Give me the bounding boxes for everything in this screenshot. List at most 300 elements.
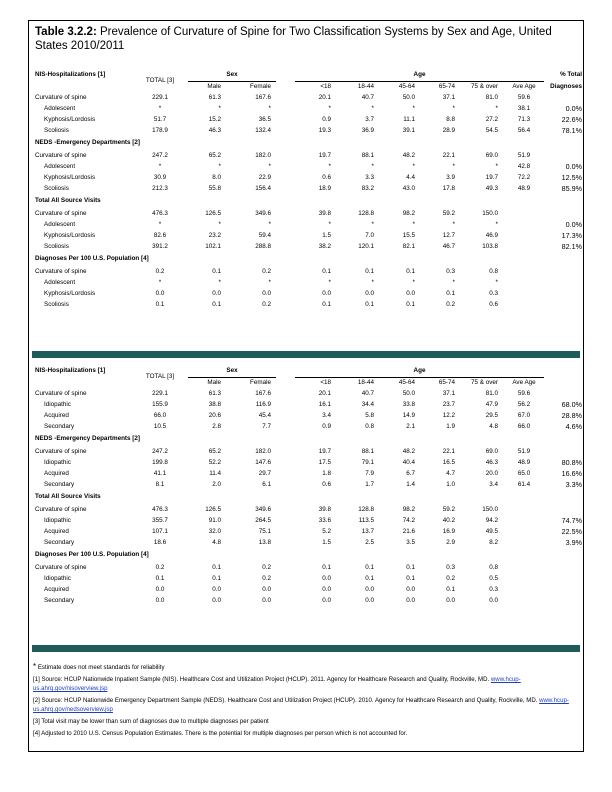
row-label: Kyphosis/Lordosis (44, 116, 96, 123)
age-45-64-heading: 45-64 (377, 82, 419, 93)
spacer (276, 183, 295, 194)
value-cell: 74.7% (561, 516, 582, 525)
age-under-18-heading: <18 (295, 82, 336, 93)
value-cell: 1.9 (446, 423, 455, 430)
value-cell: * (158, 279, 162, 286)
value-cell: * (452, 105, 455, 112)
value-cell: 103.8 (482, 243, 498, 250)
value-cell: 132.4 (255, 127, 271, 134)
value-cell: 0.0% (565, 104, 582, 113)
value-cell: 0.3 (489, 586, 498, 593)
value-cell: * (412, 221, 415, 228)
spacer (276, 82, 295, 93)
row-label: Scoliosis (44, 243, 69, 250)
value-cell: 0.2 (155, 268, 165, 275)
age-65-74-heading: 65-74 (419, 378, 459, 389)
value-cell: 0.0 (365, 586, 374, 593)
section-divider-bar (32, 351, 580, 358)
value-cell (504, 241, 544, 252)
value-cell (544, 208, 582, 219)
footnote-1: [1] Source: HCUP Nationwide Inpatient Sample (NIS). Healthcare Cost and Utilization Project (HCUP). 2011. Agency for Healthcare Research and Quality, Rockville, MD. www.hcup-us.ahrq.gov/nisoverview.jsp (33, 676, 521, 692)
value-cell: 94.2 (485, 517, 498, 524)
value-cell: 39.1 (402, 127, 415, 134)
value-cell: 38.8 (208, 401, 221, 408)
value-cell: 12.7 (442, 232, 455, 239)
value-cell: 59.2 (442, 210, 455, 217)
value-cell: 0.1 (406, 301, 415, 308)
value-cell: 0.8 (489, 268, 498, 275)
value-cell: * (371, 279, 374, 286)
value-cell (504, 526, 544, 537)
value-cell: 0.1 (446, 586, 455, 593)
value-cell: * (412, 163, 415, 170)
ave-age-heading: Ave Age (504, 378, 544, 389)
value-cell: 7.0 (365, 232, 374, 239)
value-cell: 61.4 (517, 481, 531, 488)
value-cell: 247.2 (152, 448, 168, 455)
value-cell: 49.5 (485, 528, 498, 535)
value-cell: 0.0 (262, 586, 271, 593)
value-cell: 0.0 (322, 575, 331, 582)
section-heading-row (33, 194, 582, 208)
value-cell (544, 388, 582, 399)
value-cell: * (328, 105, 331, 112)
section-title: NEDS -Emergency Departments [2] (35, 435, 140, 442)
spacer (276, 219, 295, 230)
diagnoses-heading: Diagnoses (550, 82, 582, 90)
value-cell: 79.1 (361, 459, 374, 466)
value-cell: 20.1 (318, 94, 331, 101)
value-cell: 29.7 (258, 470, 271, 477)
table-title (35, 25, 575, 53)
value-cell: 4.7 (446, 470, 455, 477)
value-cell: 21.6 (402, 528, 415, 535)
value-cell (504, 219, 544, 230)
table-row (33, 172, 582, 183)
value-cell: 67.0 (517, 412, 531, 419)
row-label: Secondary (44, 423, 75, 430)
value-cell: 36.9 (361, 127, 374, 134)
row-label: Kyphosis/Lordosis (44, 290, 96, 297)
value-cell: 0.1 (406, 575, 415, 582)
value-cell: 38.2 (318, 243, 331, 250)
age-45-64-heading: 45-64 (377, 378, 419, 389)
value-cell: 116.9 (255, 401, 271, 408)
nis-overview-link[interactable]: www.hcup-us.ahrq.gov/nisoverview.jsp (33, 676, 521, 692)
value-cell (504, 504, 544, 515)
spacer (33, 82, 132, 93)
female-heading: Female (227, 378, 276, 389)
value-cell: 476.3 (152, 506, 168, 513)
value-cell: 3.3% (565, 480, 582, 489)
value-cell: 0.6 (322, 481, 331, 488)
value-cell: 0.1 (365, 301, 374, 308)
value-cell: * (495, 105, 498, 112)
female-heading: Female (227, 82, 276, 93)
table-row (33, 288, 582, 299)
value-cell (504, 208, 544, 219)
spacer (276, 399, 295, 410)
value-cell (544, 504, 582, 515)
table-row (33, 421, 582, 432)
header-row-groups (33, 69, 582, 82)
spacer (276, 277, 295, 288)
row-label: Curvature of spine (35, 390, 87, 397)
value-cell: 88.1 (361, 448, 374, 455)
spacer (276, 410, 295, 421)
value-cell: 0.2 (262, 301, 271, 308)
value-cell: 0.0 (446, 597, 455, 604)
value-cell: 74.2 (402, 517, 415, 524)
value-cell: 199.8 (152, 459, 168, 466)
table-row (33, 230, 582, 241)
footnotes (33, 662, 579, 741)
row-label: Curvature of spine (35, 152, 87, 159)
value-cell: 1.5 (322, 232, 331, 239)
value-cell: * (158, 105, 162, 112)
row-label: Curvature of spine (35, 210, 87, 217)
value-cell: 1.5 (322, 539, 331, 546)
section-heading-row (33, 136, 582, 150)
row-label: Curvature of spine (35, 94, 87, 101)
value-cell: 0.0 (365, 290, 374, 297)
value-cell: 120.1 (358, 243, 374, 250)
age-heading: Age (413, 367, 426, 374)
value-cell: 167.6 (255, 94, 271, 101)
spacer (276, 299, 295, 310)
table-row (33, 92, 582, 103)
table-row (33, 526, 582, 537)
value-cell: 3.5 (406, 539, 415, 546)
value-cell: * (328, 279, 331, 286)
source-heading: NIS-Hospitalizations [1] (35, 367, 106, 375)
row-label: Secondary (44, 539, 75, 546)
table-row (33, 103, 582, 114)
value-cell: 0.8 (365, 423, 374, 430)
row-label: Scoliosis (44, 185, 69, 192)
row-label: Curvature of spine (35, 506, 87, 513)
value-cell: 1.4 (406, 481, 415, 488)
value-cell: * (371, 221, 374, 228)
value-cell (544, 266, 582, 277)
value-cell: 0.8 (489, 564, 498, 571)
value-cell: 102.1 (205, 243, 221, 250)
table-row (33, 584, 582, 595)
value-cell (504, 266, 544, 277)
section-title: Diagnoses Per 100 U.S. Population [4] (35, 255, 149, 262)
value-cell: 81.0 (485, 390, 498, 397)
value-cell: 0.1 (212, 575, 221, 582)
total-heading: TOTAL [3] (145, 76, 175, 84)
spacer (276, 208, 295, 219)
value-cell: 10.5 (153, 423, 167, 430)
value-cell: 48.9 (517, 185, 531, 192)
value-cell: * (495, 221, 498, 228)
value-cell: 0.0 (155, 597, 165, 604)
table-classification-1 (33, 69, 582, 310)
value-cell (544, 573, 582, 584)
value-cell: 0.0 (406, 290, 415, 297)
value-cell: 22.6% (561, 115, 582, 124)
value-cell: 80.8% (561, 458, 582, 467)
section-heading-row (33, 252, 582, 266)
neds-overview-link[interactable]: www.hcup-us.ahrq.gov/nedsoverview.jsp (33, 697, 569, 713)
section-title: NEDS -Emergency Departments [2] (35, 139, 140, 146)
section-title: Diagnoses Per 100 U.S. Population [4] (35, 551, 149, 558)
value-cell: 22.1 (442, 448, 455, 455)
value-cell: 0.0 (489, 597, 498, 604)
spacer (276, 365, 295, 378)
value-cell: 59.6 (517, 94, 531, 101)
spacer (276, 504, 295, 515)
spacer (276, 266, 295, 277)
value-cell: 247.2 (152, 152, 168, 159)
table-row (33, 150, 582, 161)
value-cell (504, 584, 544, 595)
value-cell: 0.2 (262, 268, 271, 275)
spacer (276, 479, 295, 490)
value-cell (544, 92, 582, 103)
sex-heading: Sex (226, 367, 238, 374)
value-cell: * (371, 163, 374, 170)
value-cell: 0.1 (155, 575, 165, 582)
spacer (276, 526, 295, 537)
value-cell: 41.1 (153, 470, 167, 477)
value-cell: 0.2 (262, 564, 271, 571)
value-cell: 11.1 (403, 116, 415, 123)
row-label: Kyphosis/Lordosis (44, 232, 96, 239)
value-cell: 28.9 (442, 127, 455, 134)
value-cell: 0.2 (446, 575, 455, 582)
value-cell: 42.8 (517, 163, 531, 170)
value-cell: 2.9 (446, 539, 455, 546)
section-heading-row (33, 432, 582, 446)
value-cell: 19.7 (485, 174, 498, 181)
value-cell: 34.4 (361, 401, 374, 408)
row-label: Adolescent (44, 105, 76, 112)
value-cell: 18.9 (318, 185, 331, 192)
value-cell: 6.7 (406, 470, 415, 477)
value-cell (544, 299, 582, 310)
value-cell: 82.1 (402, 243, 415, 250)
value-cell: 0.0 (212, 290, 221, 297)
value-cell: 1.8 (322, 470, 331, 477)
value-cell (544, 562, 582, 573)
value-cell (504, 515, 544, 526)
value-cell: 0.3 (446, 268, 455, 275)
value-cell: 7.7 (262, 423, 271, 430)
value-cell: 36.5 (258, 116, 271, 123)
spacer (276, 125, 295, 136)
value-cell: 5.8 (365, 412, 374, 419)
spacer (33, 378, 132, 389)
section-heading-row (33, 548, 582, 562)
value-cell: 85.9% (561, 184, 582, 193)
value-cell: 27.2 (485, 116, 498, 123)
value-cell: * (268, 163, 271, 170)
value-cell: 98.2 (402, 210, 415, 217)
value-cell: 8.0 (212, 174, 221, 181)
value-cell: 8.8 (446, 116, 455, 123)
value-cell: 288.8 (255, 243, 271, 250)
value-cell: 0.0 (262, 597, 271, 604)
value-cell: * (452, 163, 455, 170)
value-cell: 0.1 (406, 564, 415, 571)
value-cell: 33.6 (318, 517, 331, 524)
table-row (33, 219, 582, 230)
value-cell: 66.0 (517, 423, 531, 430)
value-cell: 0.1 (365, 564, 374, 571)
value-cell: 3.9% (565, 538, 582, 547)
value-cell (504, 277, 544, 288)
table-row (33, 399, 582, 410)
table-row (33, 573, 582, 584)
value-cell: 349.6 (255, 210, 271, 217)
value-cell: 12.5% (561, 173, 582, 182)
value-cell: 12.2 (442, 412, 455, 419)
value-cell: 0.1 (155, 301, 165, 308)
value-cell: 17.8 (442, 185, 455, 192)
footnote-3: [3] Total visit may be lower than sum of diagnoses due to multiple diagnoses per patient (33, 718, 269, 725)
value-cell: 51.9 (517, 448, 531, 455)
value-cell: 0.6 (489, 301, 498, 308)
value-cell: 2.1 (406, 423, 415, 430)
value-cell: 264.5 (255, 517, 271, 524)
table-row (33, 114, 582, 125)
spacer (276, 161, 295, 172)
value-cell: 8.1 (155, 481, 165, 488)
value-cell: 66.0 (153, 412, 167, 419)
row-label: Secondary (44, 481, 75, 488)
value-cell: 59.4 (258, 232, 271, 239)
value-cell: * (452, 279, 455, 286)
source-heading: NIS-Hospitalizations [1] (35, 71, 106, 79)
value-cell: 33.8 (402, 401, 415, 408)
value-cell: 56.4 (517, 127, 531, 134)
value-cell: 46.3 (485, 459, 498, 466)
value-cell: 38.1 (517, 105, 531, 112)
ave-age-heading: Ave Age (504, 82, 544, 93)
value-cell: 75.1 (258, 528, 271, 535)
total-heading: TOTAL [3] (145, 372, 175, 380)
value-cell: 55.8 (208, 185, 221, 192)
value-cell: * (158, 163, 162, 170)
spacer (276, 69, 295, 82)
value-cell: 4.8 (489, 423, 498, 430)
value-cell: 128.8 (358, 506, 374, 513)
table-classification-2 (33, 365, 582, 606)
value-cell: 46.9 (485, 232, 498, 239)
spacer (276, 103, 295, 114)
value-cell: 23.7 (442, 401, 455, 408)
value-cell: * (268, 105, 271, 112)
value-cell: 126.5 (205, 210, 221, 217)
value-cell: 15.2 (208, 116, 221, 123)
value-cell: 3.3 (365, 174, 374, 181)
value-cell: 0.3 (446, 564, 455, 571)
value-cell: 0.2 (446, 301, 455, 308)
value-cell: 212.3 (152, 185, 168, 192)
table-row (33, 515, 582, 526)
value-cell: 0.2 (262, 575, 271, 582)
value-cell: 17.3% (561, 231, 582, 240)
header-row-columns (33, 378, 582, 389)
value-cell: * (218, 105, 221, 112)
value-cell: 8.2 (489, 539, 498, 546)
value-cell: 40.2 (442, 517, 455, 524)
value-cell: 0.0 (155, 586, 165, 593)
value-cell: * (452, 221, 455, 228)
value-cell: 0.1 (212, 301, 221, 308)
value-cell: 0.0 (322, 597, 331, 604)
value-cell: 40.7 (361, 94, 374, 101)
value-cell: * (218, 163, 221, 170)
value-cell: 49.3 (485, 185, 498, 192)
footnote-star: * Estimate does not meet standards for reliability (33, 662, 165, 671)
value-cell (504, 573, 544, 584)
value-cell: 150.0 (482, 210, 498, 217)
value-cell: 61.3 (208, 390, 221, 397)
value-cell: 0.9 (322, 116, 331, 123)
value-cell: 83.2 (361, 185, 374, 192)
value-cell: 156.4 (255, 185, 271, 192)
value-cell: 11.4 (209, 470, 221, 477)
value-cell: 18.6 (153, 539, 167, 546)
value-cell (544, 446, 582, 457)
value-cell: 355.7 (152, 517, 168, 524)
value-cell (504, 288, 544, 299)
value-cell: 3.4 (322, 412, 331, 419)
value-cell: 88.1 (361, 152, 374, 159)
value-cell: 48.9 (517, 459, 531, 466)
value-cell: 59.2 (442, 506, 455, 513)
value-cell: 82.6 (153, 232, 167, 239)
row-label: Idiopathic (44, 517, 71, 524)
value-cell: 23.2 (208, 232, 221, 239)
spacer (276, 584, 295, 595)
value-cell: 107.1 (152, 528, 168, 535)
value-cell: 47.9 (485, 401, 498, 408)
value-cell: 0.5 (489, 575, 498, 582)
row-label: Adolescent (44, 221, 76, 228)
value-cell: 48.2 (402, 152, 415, 159)
value-cell: 37.1 (442, 94, 455, 101)
value-cell: 178.9 (152, 127, 168, 134)
value-cell: 13.7 (361, 528, 374, 535)
value-cell: * (412, 105, 415, 112)
value-cell: 19.7 (318, 448, 331, 455)
value-cell: 0.1 (322, 268, 331, 275)
value-cell: 3.7 (365, 116, 374, 123)
table-title-text: Prevalence of Curvature of Spine for Two Classification Systems by Sex and Age, United States 2010/2011 (35, 26, 552, 52)
table-row (33, 479, 582, 490)
value-cell: 43.0 (402, 185, 415, 192)
row-label: Idiopathic (44, 575, 71, 582)
value-cell: 56.2 (517, 401, 531, 408)
value-cell: * (412, 279, 415, 286)
value-cell: 20.6 (208, 412, 221, 419)
value-cell: 72.2 (517, 174, 531, 181)
table-row (33, 537, 582, 548)
value-cell: 65.2 (208, 448, 221, 455)
row-label: Adolescent (44, 279, 76, 286)
section-divider-bar-bottom (32, 645, 580, 652)
value-cell: 128.8 (358, 210, 374, 217)
value-cell: 0.0 (155, 290, 165, 297)
table-row (33, 595, 582, 606)
value-cell: 46.7 (442, 243, 455, 250)
age-75-over-heading: 75 & over (459, 378, 504, 389)
